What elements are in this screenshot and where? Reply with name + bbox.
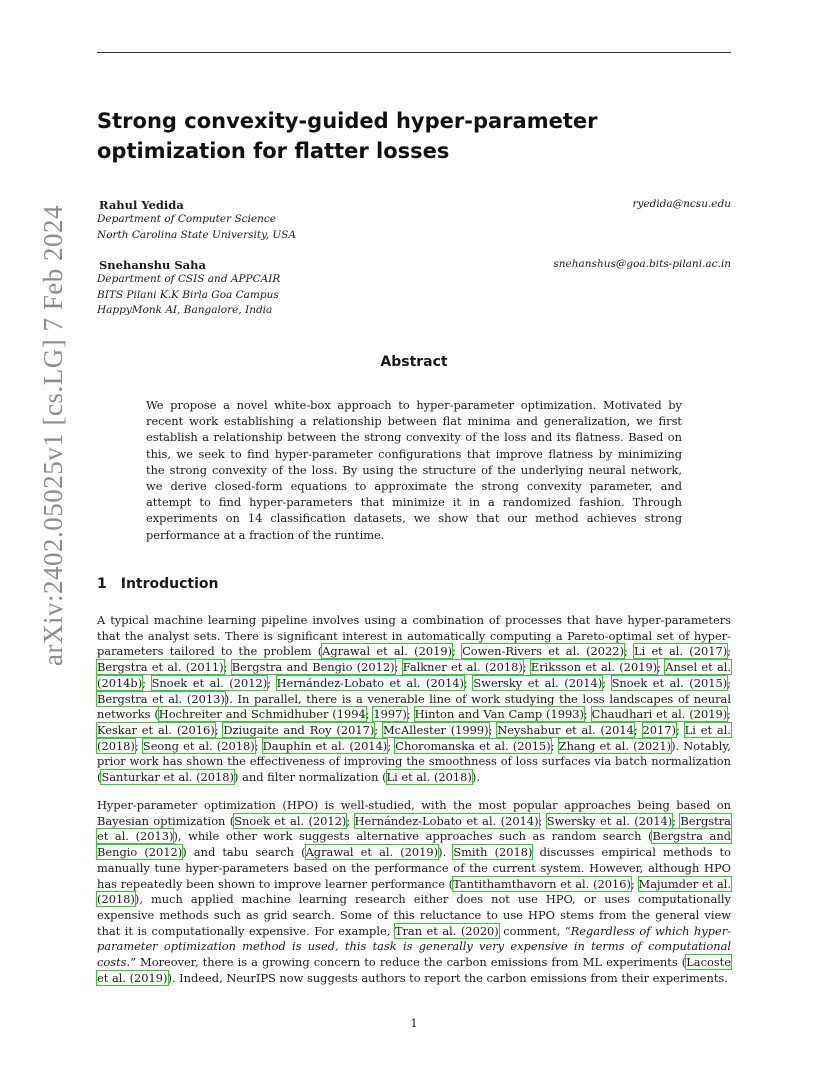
paragraph-text: ; (727, 707, 731, 722)
intro-paragraph-1 (97, 613, 731, 786)
paragraph-text: ; (538, 813, 547, 828)
paragraph-text: ; (267, 675, 277, 690)
paragraph-text: ). In parallel, there is a venerable line of work studying the loss landscapes of neural networks ( (97, 691, 731, 722)
citation-link[interactable]: Chaudhari et al. (2019) (591, 707, 728, 722)
author-block-2 (97, 258, 731, 319)
citation-link[interactable]: Keskar et al. (2016) (97, 722, 215, 737)
paragraph-text: comment, “ (498, 923, 571, 938)
citation-link[interactable]: Seong et al. (2018) (142, 738, 255, 753)
citation-link[interactable]: Hernández-Lobato et al. (2014) (276, 675, 464, 690)
citation-link[interactable]: Li et al. (2018) (97, 722, 731, 753)
paragraph-text: Hyper-parameter optimization (HPO) is well-studied, with the most popular approaches being based on Bayesian optimization ( (97, 798, 731, 828)
section-heading-introduction (97, 576, 219, 592)
citation-link[interactable]: Swersky et al. (2014) (473, 675, 603, 690)
paragraph-text: ; (522, 660, 531, 675)
author-affiliation-line: North Carolina State University, USA (97, 228, 296, 241)
citation-link[interactable]: Bergstra and Bengio (2012) (231, 660, 395, 675)
citation-link[interactable]: Bergstra et al. (2013) (97, 691, 225, 706)
citation-link[interactable]: Agrawal et al. (2019) (322, 644, 453, 659)
author-email: snehanshus@goa.bits-pilani.ac.in (553, 258, 731, 270)
citation-link[interactable]: Zhang et al. (2021) (558, 738, 672, 753)
page-number: 1 (410, 1016, 418, 1030)
section-title: Introduction (120, 576, 219, 592)
citation-link[interactable]: Dziugaite and Roy (2017) (223, 722, 375, 737)
paragraph-text: ; (254, 738, 263, 753)
citation-link[interactable]: Lacoste et al. (2019) (97, 955, 731, 985)
citation-link[interactable]: Cowen-Rivers et al. (2022) (462, 644, 624, 659)
author-block-1 (97, 198, 731, 243)
citation-link[interactable]: Falkner et al. (2018) (402, 660, 523, 675)
citation-link[interactable]: Tran et al. (2020) (394, 923, 499, 938)
paragraph-text: ; (452, 644, 463, 659)
citation-link[interactable]: Dauphin et al. (2014) (262, 738, 388, 753)
citation-link[interactable]: Swersky et al. (2014) (546, 813, 673, 828)
paragraph-text: ; (583, 707, 592, 722)
section-number: 1 (97, 576, 107, 592)
paragraph-text: ; (550, 738, 559, 753)
citation-link[interactable]: Hernández-Lobato et al. (2014) (354, 813, 539, 828)
paragraph-text: ; (727, 675, 731, 690)
citation-link[interactable]: Bergstra et al. (2013) (97, 813, 731, 844)
citation-link[interactable]: Majumder et al. (2018) (97, 876, 732, 907)
citation-link[interactable]: Smith (2018) (453, 845, 533, 860)
paragraph-text: ; (657, 660, 666, 675)
paragraph-text: discusses empirical methods to manually tune hyper-parameters based on the performance of the current system. However, although HPO has repeatedly been shown to improve learner performance ( (97, 845, 731, 891)
paragraph-text: ; (463, 675, 474, 690)
paragraph-text: ) and tabu search ( (182, 845, 306, 860)
author-affiliation-line: Department of Computer Science (97, 213, 276, 225)
paragraph-text: ). Indeed, NeurIPS now suggests authors to report the carbon emissions from their experiments. (167, 970, 728, 985)
author-name: Snehanshu Saha (99, 258, 206, 272)
paragraph-text: ; (365, 707, 374, 722)
author-affiliation-line: HappyMonk AI, Bangalore, India (97, 304, 273, 316)
paragraph-text: ; (387, 738, 396, 753)
author-affiliation-line: BITS Pilani K.K Birla Goa Campus (97, 288, 279, 301)
citation-link[interactable]: Tantithamthavorn et al. (2016) (453, 876, 631, 891)
citation-link[interactable]: Hinton and Van Camp (1993) (414, 707, 584, 722)
paragraph-text: ), much applied machine learning research either does not use HPO, or uses computationally expensive methods such as grid search. Some of this reluctance to use HPO stems from the general view that it is computationally expensive. For example, (97, 892, 731, 938)
paragraph-text: ; (394, 660, 403, 675)
paragraph-text: ; (406, 707, 415, 722)
citation-link[interactable]: Snoek et al. (2012) (234, 813, 347, 828)
paragraph-text: ; (374, 722, 383, 737)
paragraph-text: ; (672, 813, 681, 828)
quoted-text: Regardless of which hyper-parameter optimization method is used, this task is generally very expensive in terms of computational costs. (97, 923, 731, 970)
arxiv-identifier: arXiv:2402.05025v1 [cs.LG] 7 Feb 2024 (38, 205, 68, 666)
paragraph-text: ; (727, 644, 731, 659)
paragraph-text: ; (214, 722, 224, 737)
paragraph-text: ; (675, 722, 685, 737)
citation-link[interactable]: Choromanska et al. (2015) (395, 738, 551, 753)
abstract-heading: Abstract (380, 354, 448, 370)
paragraph-text: ; (134, 738, 143, 753)
citation-link[interactable]: Neyshabur et al. (2014 (497, 722, 634, 737)
paragraph-text: ). (471, 770, 480, 785)
paragraph-text: ; (630, 876, 639, 891)
author-affiliation-line: Department of CSIS and APPCAIR (97, 273, 281, 285)
header-rule (97, 52, 731, 53)
citation-link[interactable]: 2017) (642, 722, 676, 737)
citation-link[interactable]: Ansel et al. (2014b) (97, 660, 732, 690)
citation-link[interactable]: Li et al. (2018) (386, 770, 472, 785)
paragraph-text: ; (223, 660, 232, 675)
citation-link[interactable]: Snoek et al. (2015) (611, 675, 728, 690)
intro-paragraph-2 (97, 798, 731, 986)
paper-title: Strong convexity-guided hyper-parameter optimization for flatter losses (97, 109, 598, 163)
paragraph-text: A typical machine learning pipeline involves using a combination of processes that have hyper-parameters that the analyst sets. There is significant interest in automatically computing a Pareto-optimal set of hyper-parameters tailored to the problem ( (97, 613, 731, 659)
citation-link[interactable]: Hochreiter and Schmidhuber (1994 (158, 707, 366, 722)
paragraph-text: ; (142, 675, 152, 690)
paragraph-text: ; (346, 813, 355, 828)
citation-link[interactable]: 1997) (373, 707, 407, 722)
citation-link[interactable]: Li et al. (2017) (634, 644, 728, 659)
citation-link[interactable]: Agrawal et al. (2019) (305, 845, 439, 860)
paragraph-text: ), while other work suggests alternative approaches such as random search ( (173, 829, 653, 844)
citation-link[interactable]: Bergstra and Bengio (2012) (97, 829, 731, 860)
citation-link[interactable]: McAllester (1999) (382, 722, 489, 737)
paragraph-text: ; (623, 644, 635, 659)
paragraph-text: ” Moreover, there is a growing concern to reduce the carbon emissions from ML experiments ( (130, 955, 687, 970)
author-email: ryedida@ncsu.edu (632, 198, 731, 210)
citation-link[interactable]: Snoek et al. (2012) (151, 675, 268, 690)
paragraph-text: ). (438, 845, 454, 860)
citation-link[interactable]: Bergstra et al. (2011) (97, 660, 224, 675)
paragraph-text: ; (488, 722, 498, 737)
paragraph-text: ). Notably, prior work has shown the effectiveness of improving the smoothness of loss surfaces via batch normalization ( (97, 738, 731, 785)
paragraph-text: ; (602, 675, 612, 690)
citation-link[interactable]: Santurkar et al. (2018) (101, 770, 234, 785)
citation-link[interactable]: Eriksson et al. (2019) (530, 660, 658, 675)
author-name: Rahul Yedida (99, 198, 184, 212)
paragraph-text: ) and filter normalization ( (234, 770, 387, 785)
paragraph-text: ; (633, 722, 643, 737)
abstract-text: We propose a novel white-box approach to hyper-parameter optimization. Motivated by recent work establishing a relationship between flat minima and generalization, we first establish a relationship between the strong convexity of the loss and its flatness. Based on this, we seek to find hyper-parameter configurations that improve flatness by minimizing the strong convexity of the loss. By using the structure of the underlying neural network, we derive closed-form equations to approximate the strong convexity parameter, and attempt to find hyper-parameters that minimize it in a randomized fashion. Through experiments on 14 classification datasets, we show that our method achieves strong performance at a fraction of the runtime. (146, 398, 682, 542)
